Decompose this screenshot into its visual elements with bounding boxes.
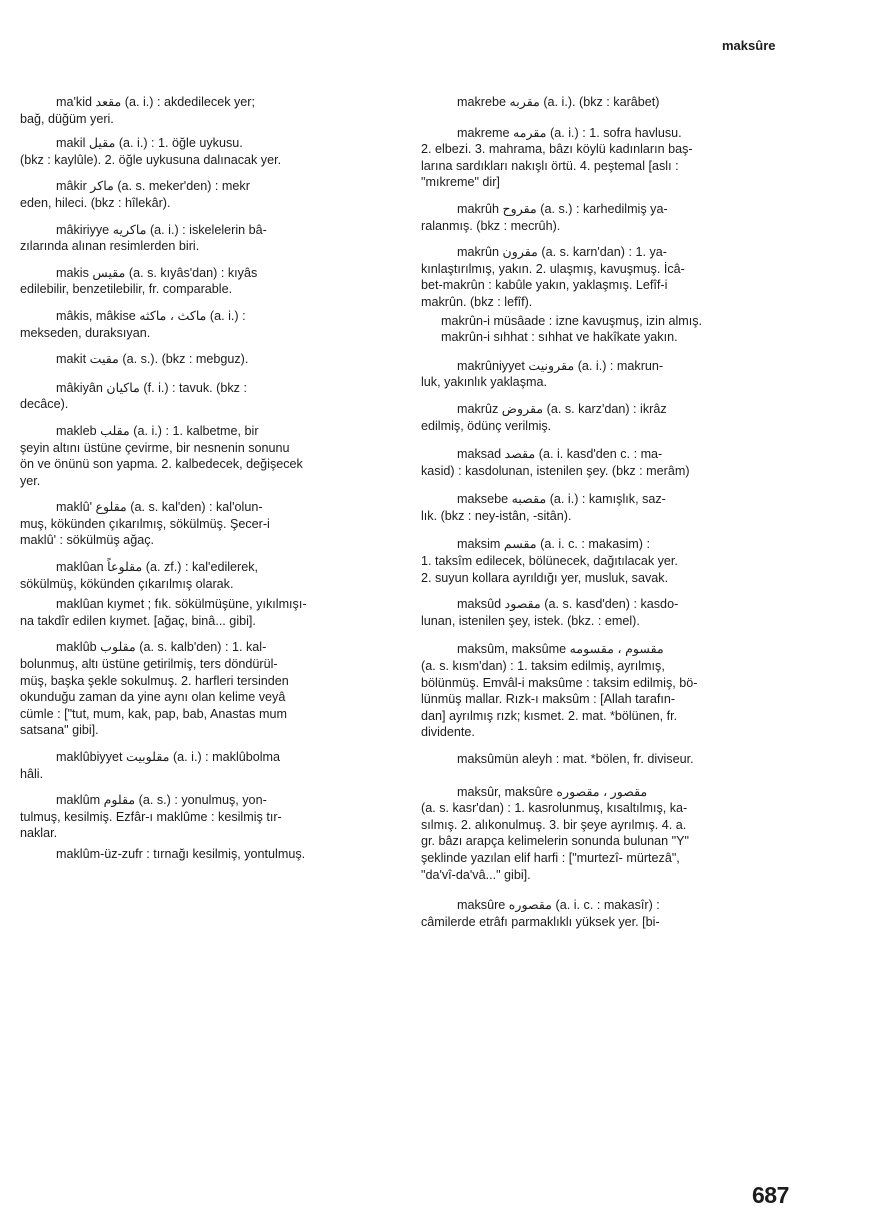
entry-makruh	[421, 201, 797, 234]
entry-makleb	[20, 423, 395, 489]
entry-line: makrûn. (bkz : lefîf).	[421, 294, 533, 309]
entry-maklum-uz-zufr	[20, 846, 395, 863]
entry-maksur-maksure	[421, 784, 797, 884]
entry-line: (a. s. kısm'dan) : 1. taksim edilmiş, ayrılmış,	[421, 659, 665, 674]
right-column	[421, 94, 797, 930]
entry-line: luk, yakınlık yaklaşma.	[421, 375, 547, 390]
entry-line: bağ, düğüm yeri.	[20, 111, 114, 126]
entry-makruz	[421, 401, 797, 434]
entry-makil	[20, 135, 395, 168]
entry-makreme	[421, 125, 797, 191]
entry-line: mekseden, duraksıyan.	[20, 325, 151, 340]
entry-line: kasid) : kasdolunan, istenilen şey. (bkz : merâm)	[421, 463, 690, 478]
entry-line: maksad مقصد (a. i. kasd'den c. : ma-	[457, 447, 663, 462]
entry-line: maklû' مقلوع (a. s. kal'den) : kal'olun-	[56, 500, 263, 515]
entry-line: okunduğu zaman da yine aynı olan kelime veyâ	[20, 690, 286, 705]
left-column	[20, 94, 395, 863]
entry-maklu	[20, 499, 395, 549]
entry-line: şeyin altını üstüne çevirme, bir nesnenin sonunu	[20, 440, 290, 455]
entry-line: makil مقيل (a. i.) : 1. öğle uykusu.	[56, 136, 243, 151]
entry-line: maksûm, maksûme مقسوم ، مقسومه	[457, 642, 664, 657]
entry-line: zılarında alınan resimlerden biri.	[20, 239, 200, 254]
entry-line: eden, hileci. (bkz : hîlekâr).	[20, 195, 171, 210]
entry-line: makrebe مقربه (a. i.). (bkz : karâbet)	[457, 95, 660, 109]
entry-line: lık. (bkz : ney-istân, -sitân).	[421, 508, 572, 523]
entry-line: maklû' : sökülmüş ağaç.	[20, 533, 154, 548]
entry-line: kınlaştırılmış, yakın. 2. ulaşmış, kavuşmuş. İcâ-	[421, 261, 685, 276]
entry-line: "mıkreme" dir]	[421, 175, 500, 190]
entry-line: mâkis, mâkise ماكث ، ماكثه (a. i.) :	[56, 308, 246, 323]
entry-line: mâkiriyye ماكريه (a. i.) : iskelelerin bâ-	[56, 222, 267, 237]
entry-line: ön ve önünü son yapma. 2. kalbedecek, değişecek	[20, 457, 303, 472]
entry-line: makreme مقرمه (a. i.) : 1. sofra havlusu.	[457, 125, 682, 140]
entry-line: maklûan kıymet ; fık. sökülmüşüne, yıkılmışı-	[56, 597, 307, 612]
entry-line: maksim مقسم (a. i. c. : makasim) :	[457, 537, 650, 552]
page-header-word: maksûre	[722, 38, 776, 53]
entry-makluan-kiymet	[20, 596, 395, 629]
entry-line: (bkz : kaylûle). 2. öğle uykusuna dalınacak yer.	[20, 152, 282, 167]
entry-line: makrûn مقرون (a. s. karn'dan) : 1. ya-	[457, 245, 667, 260]
entry-makrun-sub	[421, 313, 797, 346]
entry-line: muş, kökünden çıkarılmış, sökülmüş. Şecer-i	[20, 516, 270, 531]
entry-line: mâkiyân ماكيان (f. i.) : tavuk. (bkz :	[56, 380, 247, 395]
entry-maklub	[20, 639, 395, 739]
entry-line: makrûh مقروح (a. s.) : karhedilmiş ya-	[457, 201, 668, 216]
entry-maklubiyyet	[20, 749, 395, 782]
entry-line: bolunmuş, altı üstüne getirilmiş, ters döndürül-	[20, 657, 278, 672]
entry-line: maklûbiyyet مقلوبيت (a. i.) : maklûbolma	[56, 750, 281, 764]
entry-line: edilmiş, ödünç verilmiş.	[421, 418, 552, 433]
entry-maksud	[421, 596, 797, 629]
entry-makrun	[421, 244, 797, 310]
entry-line: dan] ayrılmış rızk; kısmet. 2. mat. *bölünen, fr.	[421, 708, 678, 723]
entry-line: sökülmüş, kökünden çıkarılmış olarak.	[20, 576, 234, 591]
entry-maksumun-aleyh	[421, 751, 797, 768]
entry-line: lünmüş mallar. Rızk-ı maksûm : [Allah tarafın-	[421, 692, 676, 707]
entry-line: makrûn-i müsâade : izne kavuşmuş, izin almış.	[441, 313, 703, 328]
entry-line: câmilerde etrâfı parmaklıklı yüksek yer. [bi-	[421, 914, 660, 929]
entry-maksim	[421, 536, 797, 586]
entry-line: cümle : ["tut, mum, kak, pap, bab, Anastas mum	[20, 706, 287, 721]
page-number: 687	[752, 1182, 789, 1208]
entry-line: makrûn-i sıhhat : sıhhat ve hakîkate yakın.	[441, 330, 678, 345]
entry-line: gr. bâzı arapça kelimelerin sonunda bulunan "Y"	[421, 834, 689, 849]
entry-makruniyyet	[421, 358, 797, 391]
entry-makiyan	[20, 380, 395, 413]
entry-maklum	[20, 792, 395, 842]
entry-maksum-maksume	[421, 641, 797, 741]
entry-line: decâce).	[20, 397, 69, 412]
entry-line: 2. elbezi. 3. mahrama, bâzı köylü kadınların baş-	[421, 142, 693, 157]
entry-maksad	[421, 446, 797, 479]
entry-makis-makise	[20, 308, 395, 341]
entry-line: naklar.	[20, 826, 58, 841]
entry-line: makleb مقلب (a. i.) : 1. kalbetme, bir	[56, 423, 259, 438]
entry-line: ma'kid مقعد (a. i.) : akdedilecek yer;	[56, 95, 255, 109]
entry-line: mâkir ماكر (a. s. meker'den) : mekr	[56, 179, 250, 194]
entry-line: makis مقيس (a. s. kıyâs'dan) : kıyâs	[56, 265, 258, 280]
entry-makit	[20, 351, 395, 368]
entry-makluan	[20, 559, 395, 592]
entry-makir	[20, 178, 395, 211]
entry-line: hâli.	[20, 766, 44, 781]
entry-line: maklûm مقلوم (a. s.) : yonulmuş, yon-	[56, 793, 267, 808]
entry-line: makrûz مقروض (a. s. karz'dan) : ikrâz	[457, 401, 667, 416]
entry-line: dividente.	[421, 725, 475, 740]
entry-line: müş, başka şekle sokulmuş. 2. harfleri tersinden	[20, 673, 289, 688]
entry-line: sılmış. 2. alıkonulmuş. 3. bir şeye ayrılmış. 4. a.	[421, 817, 687, 832]
entry-line: şeklinde yazılan elif harfi : ["murtezî- mürtezâ",	[421, 850, 680, 865]
entry-line: maksûd مقصود (a. s. kasd'den) : kasdo-	[457, 597, 679, 612]
entry-line: maklûan مقلوعاً (a. zf.) : kal'edilerek,	[56, 560, 259, 575]
entry-makiriyye	[20, 222, 395, 255]
entry-line: bölünmüş. Emvâl-i maksûme : taksim edilmiş, bö-	[421, 675, 698, 690]
entry-line: makit مقيت (a. s.). (bkz : mebguz).	[56, 352, 249, 367]
entry-line: na takdîr edilen kıymet. [ağaç, binâ... gibi].	[20, 613, 256, 628]
entry-line: "da'vî-da'vâ..." gibi].	[421, 867, 531, 882]
entry-makrebe	[421, 94, 797, 111]
entry-line: maklûm-üz-zufr : tırnağı kesilmiş, yontulmuş.	[56, 846, 306, 861]
entry-maksure	[421, 897, 797, 930]
entry-makid	[20, 94, 395, 127]
entry-line: satsana" gibi].	[20, 723, 99, 738]
entry-line: (a. s. kasr'dan) : 1. kasrolunmuş, kısaltılmış, ka-	[421, 801, 688, 816]
entry-line: maksûre مقصوره (a. i. c. : makasîr) :	[457, 898, 660, 913]
entry-makis	[20, 265, 395, 298]
entry-line: bet-makrûn : kabûle yakın, yaklaşmış. Lefîf-i	[421, 278, 668, 293]
entry-maksebe	[421, 491, 797, 524]
entry-line: maksebe مقصبه (a. i.) : kamışlık, saz-	[457, 492, 666, 507]
entry-line: makrûniyyet مقرونيت (a. i.) : makrun-	[457, 358, 664, 373]
entry-line: yer.	[20, 473, 41, 488]
entry-line: tulmuş, kesilmiş. Ezfâr-ı maklûme : kesilmiş tır-	[20, 809, 282, 824]
entry-line: maksûmün aleyh : mat. *bölen, fr. diviseur.	[457, 752, 694, 766]
entry-line: ralanmış. (bkz : mecrûh).	[421, 218, 561, 233]
entry-line: 2. suyun kollara ayrıldığı yer, musluk, savak.	[421, 570, 669, 585]
entry-line: edilebilir, benzetilebilir, fr. comparable.	[20, 282, 233, 297]
entry-line: maklûb مقلوب (a. s. kalb'den) : 1. kal-	[56, 640, 267, 655]
entry-line: 1. taksîm edilecek, bölünecek, dağıtılacak yer.	[421, 554, 678, 569]
entry-line: lunan, istenilen şey, istek. (bkz. : emel).	[421, 613, 640, 628]
entry-line: maksûr, maksûre مقصور ، مقصوره	[457, 784, 648, 799]
entry-line: larına sardıkları nakışlı örtü. 4. peştemal [aslı :	[421, 158, 679, 173]
